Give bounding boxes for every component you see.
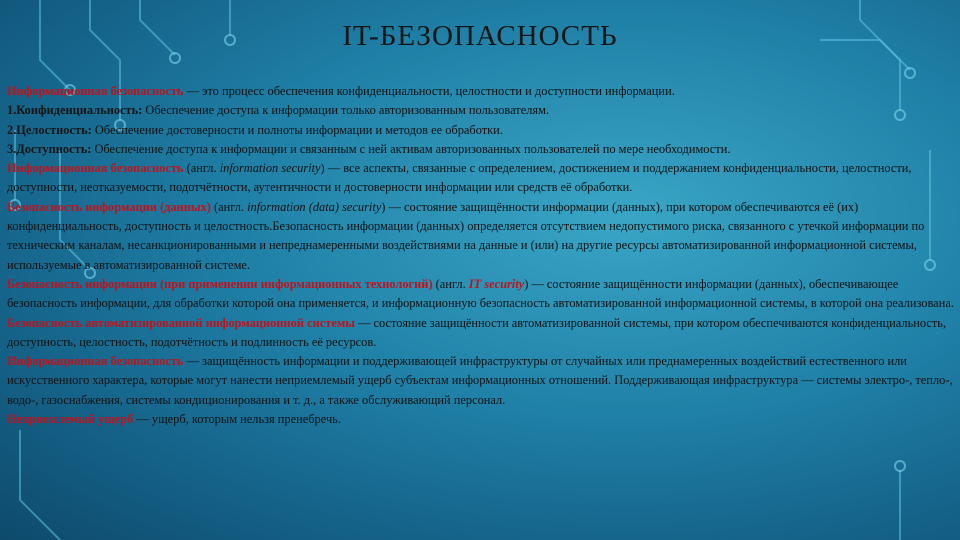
paragraph-definition-3 <box>7 352 955 410</box>
lang-prefix: (англ. <box>183 161 220 176</box>
term-availability: 3.Доступность: <box>7 141 92 156</box>
paragraph-it-security <box>7 275 955 314</box>
slide-title: IT-БЕЗОПАСНОСТЬ <box>342 20 618 52</box>
definition-text: Обеспечение достоверности и полноты информации и методов ее обработки. <box>91 122 503 137</box>
english-term: information security <box>219 161 321 176</box>
definition-text: ) — состояние защищённости информации (данных), обеспечивающее безопасность информации, для обработки которой она применяется, и информационную безопасность автоматизированной информационной системы, в которой она реализована. <box>7 276 954 311</box>
paragraph-confidentiality <box>7 101 955 120</box>
term-data-security: Безопасность информации (данных) <box>7 199 211 214</box>
slide-body <box>7 82 955 429</box>
term-infosec-2: Информационная безопасность <box>7 161 184 176</box>
paragraph-integrity <box>7 121 955 140</box>
paragraph-definition-1 <box>7 82 955 101</box>
term-ais-security: Безопасность автоматизированной информационной системы <box>7 315 355 330</box>
term-it-security: Безопасность информации (при применении информационных технологий) <box>7 276 433 291</box>
paragraph-definition-2 <box>7 159 955 198</box>
definition-text: — состояние защищённости автоматизированной системы, при котором обеспечиваются конфиденциальность, доступность, целостность, подотчётность и подлинность её ресурсов. <box>7 315 947 349</box>
term-integrity: 2.Целостность: <box>7 122 92 137</box>
definition-text: — защищённость информации и поддерживающей инфраструктуры от случайных или преднамеренных воздействий естественного или искусственного характера, которые могут нанести неприемлемый ущерб субъектам информационных отношений. Поддерживающая инфраструктура — системы электро-, тепло-, водо-, газоснабжения, системы кондиционирования и т. д., а также обслуживающий персонал. <box>7 354 953 407</box>
term-unacceptable-damage: Неприемлемый ущерб <box>7 412 134 427</box>
definition-text: — ущерб, которым нельзя пренебречь. <box>133 412 341 427</box>
definition-text: Обеспечение доступа к информации и связанным с ней активам авторизованных пользователей по мере необходимости. <box>91 141 731 156</box>
lang-prefix: (англ. <box>210 199 248 214</box>
paragraph-availability <box>7 140 955 159</box>
definition-text: ) — все аспекты, связанные с определением, достижением и поддержанием конфиденциальности, целостности, доступности, неотказуемости, подотчётности, аутентичности и достоверности информации или средств её обработки. <box>7 161 912 195</box>
definition-text: Обеспечение доступа к информации только авторизованным пользователям. <box>142 103 550 118</box>
english-term: IT security <box>468 276 525 291</box>
term-infosec: Информационная безопасность <box>7 84 184 98</box>
paragraph-unacceptable-damage <box>7 410 955 429</box>
term-infosec-3: Информационная безопасность <box>7 354 184 369</box>
term-confidentiality: 1.Конфиденциальность: <box>7 103 143 118</box>
english-term: information (data) security <box>247 199 382 214</box>
definition-text: — это процесс обеспечения конфиденциальности, целостности и доступности информации. <box>183 84 675 98</box>
paragraph-data-security <box>7 198 955 275</box>
paragraph-ais-security <box>7 314 955 353</box>
definition-text: ) — состояние защищённости информации (данных), при котором обеспечиваются её (их) конфиденциальность, доступность и целостность.Безопасность информации (данных) определяется отсутствием недопустимого риска, связанного с утечкой информации по техническим каналам, несанкционированными и непреднамеренными воздействиями на данные и (или) на другие ресурсы автоматизированной информационной системы, используемые в автоматизированной системе. <box>7 199 925 272</box>
lang-prefix: (англ. <box>432 276 469 291</box>
